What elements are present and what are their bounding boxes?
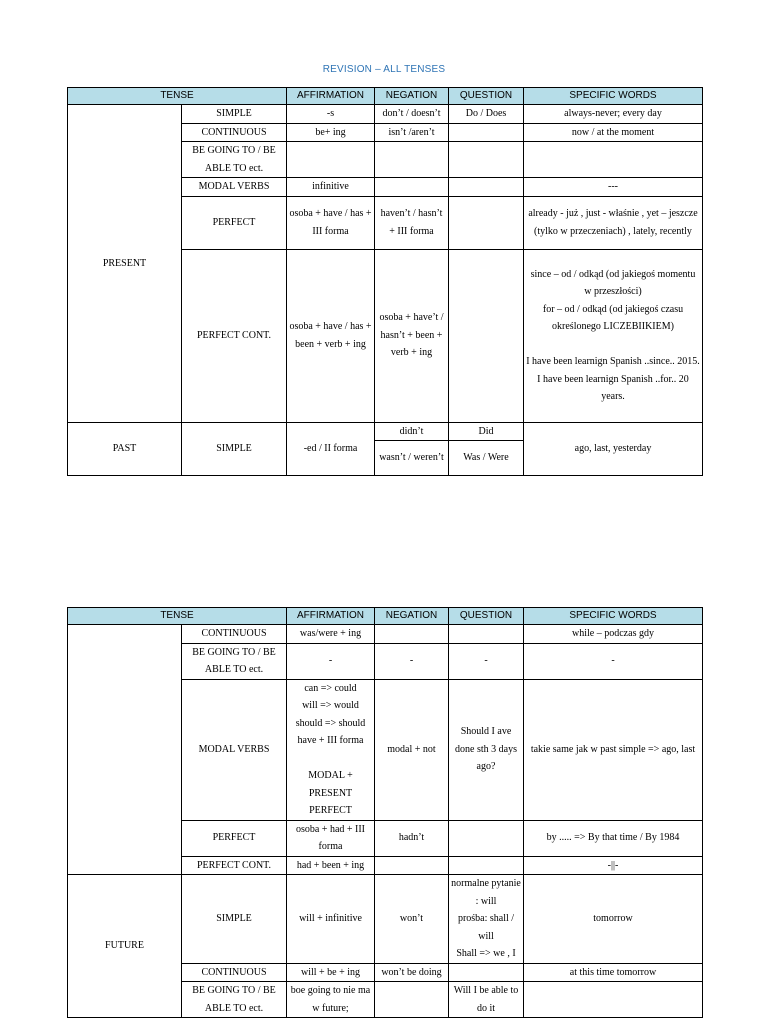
header-row: [68, 88, 703, 105]
affirmation-cell: -s: [287, 105, 375, 124]
specific-words-cell: now / at the moment: [524, 123, 703, 142]
question-cell: [449, 625, 524, 644]
header-specific-words: SPECIFIC WORDS: [524, 608, 703, 625]
specific-words-cell: tomorrow: [524, 875, 703, 964]
tenses-table-present-past: [67, 87, 703, 476]
affirmation-cell: was/were + ing: [287, 625, 375, 644]
question-line: Shall => we , I: [456, 948, 516, 959]
question-cell: [449, 178, 524, 197]
form-cell: SIMPLE: [182, 422, 287, 476]
form-cell: BE GOING TO / BE ABLE TO ect.: [182, 142, 287, 178]
negation-cell: [375, 982, 449, 1018]
form-cell: BE GOING TO / BE ABLE TO ect.: [182, 643, 287, 679]
affirmation-cell: boe going to nie ma w future;: [287, 982, 375, 1018]
negation-cell: wasn’t / weren’t: [375, 441, 449, 476]
table-row: [68, 625, 703, 644]
header-question: QUESTION: [449, 608, 524, 625]
table-row: [68, 422, 703, 441]
affirmation-cell: -ed / II forma: [287, 422, 375, 476]
header-tense: TENSE: [68, 88, 287, 105]
specific-words-cell: takie same jak w past simple => ago, last: [524, 679, 703, 820]
tense-label-past: PAST: [68, 422, 182, 476]
specific-words-cell: ago, last, yesterday: [524, 422, 703, 476]
negation-cell: [375, 142, 449, 178]
affirmation-cell: osoba + have / has + III forma: [287, 196, 375, 249]
form-cell: MODAL VERBS: [182, 178, 287, 197]
affirmation-cell: infinitive: [287, 178, 375, 197]
specific-words-cell: -: [524, 643, 703, 679]
specific-words-cell: always-never; every day: [524, 105, 703, 124]
specific-words-cell: by ..... => By that time / By 1984: [524, 820, 703, 856]
document-title: REVISION – ALL TENSES: [322, 64, 446, 75]
question-cell: [449, 963, 524, 982]
question-cell: -: [449, 643, 524, 679]
table-row: [68, 875, 703, 964]
specific-words-line: since – od / odkąd (od jakiegoś momentu w przeszłości): [530, 268, 696, 297]
form-cell: PERFECT CONT.: [182, 856, 287, 875]
header-question: QUESTION: [449, 88, 524, 105]
question-cell: Was / Were: [449, 441, 524, 476]
form-cell: SIMPLE: [182, 875, 287, 964]
negation-cell: isn’t /aren’t: [375, 123, 449, 142]
form-cell: MODAL VERBS: [182, 679, 287, 820]
table-row: [68, 105, 703, 124]
specific-words-cell: at this time tomorrow: [524, 963, 703, 982]
negation-cell: didn’t: [375, 422, 449, 441]
affirmation-line: should => should: [295, 717, 366, 729]
affirmation-line: will => would: [302, 700, 359, 711]
specific-words-cell: -||-: [524, 856, 703, 875]
negation-cell: modal + not: [375, 679, 449, 820]
affirmation-cell: had + been + ing: [287, 856, 375, 875]
negation-cell: won’t be doing: [375, 963, 449, 982]
question-cell: Should I ave done sth 3 days ago?: [449, 679, 524, 820]
question-cell: [449, 875, 524, 964]
negation-cell: [375, 856, 449, 875]
affirmation-cell: [287, 679, 375, 820]
negation-cell: [375, 625, 449, 644]
tense-label-future: FUTURE: [68, 875, 182, 1018]
header-row: [68, 608, 703, 625]
affirmation-cell: osoba + had + III forma: [287, 820, 375, 856]
specific-words-cell: [524, 982, 703, 1018]
affirmation-cell: will + be + ing: [287, 963, 375, 982]
affirmation-line: MODAL + PRESENT PERFECT: [308, 770, 353, 816]
specific-words-cell: [524, 249, 703, 422]
header-negation: NEGATION: [375, 608, 449, 625]
affirmation-line: can => could: [304, 682, 357, 694]
tense-label-present: PRESENT: [68, 105, 182, 423]
question-cell: [449, 123, 524, 142]
question-cell: [449, 142, 524, 178]
affirmation-cell: will + infinitive: [287, 875, 375, 964]
header-specific-words: SPECIFIC WORDS: [524, 88, 703, 105]
example-sentence: I have been learnign Spanish ..since.. 2015.: [526, 356, 700, 367]
form-cell: PERFECT CONT.: [182, 249, 287, 422]
form-cell: CONTINUOUS: [182, 123, 287, 142]
tense-label-empty: [68, 625, 182, 875]
tenses-table-past-future: [67, 607, 703, 1018]
form-cell: CONTINUOUS: [182, 625, 287, 644]
specific-words-cell: while – podczas gdy: [524, 625, 703, 644]
header-affirmation: AFFIRMATION: [287, 88, 375, 105]
specific-words-cell: already - już , just - właśnie , yet – jeszcze (tylko w przeczeniach) , lately, recently: [524, 196, 703, 249]
question-cell: Do / Does: [449, 105, 524, 124]
question-cell: Did: [449, 422, 524, 441]
negation-cell: -: [375, 643, 449, 679]
example-sentence: I have been learnign Spanish ..for.. 20 years.: [537, 373, 689, 402]
affirmation-cell: [287, 142, 375, 178]
negation-cell: won’t: [375, 875, 449, 964]
header-affirmation: AFFIRMATION: [287, 608, 375, 625]
question-cell: [449, 196, 524, 249]
header-tense: TENSE: [68, 608, 287, 625]
negation-cell: haven’t / hasn’t + III forma: [375, 196, 449, 249]
negation-cell: osoba + have’t / hasn’t + been + verb + ing: [375, 249, 449, 422]
header-negation: NEGATION: [375, 88, 449, 105]
form-cell: BE GOING TO / BE ABLE TO ect.: [182, 982, 287, 1018]
affirmation-cell: -: [287, 643, 375, 679]
question-cell: [449, 856, 524, 875]
specific-words-cell: [524, 142, 703, 178]
question-cell: [449, 820, 524, 856]
affirmation-cell: osoba + have / has + been + verb + ing: [287, 249, 375, 422]
question-cell: [449, 249, 524, 422]
affirmation-line: have + III forma: [297, 735, 364, 746]
question-line: prośba: shall / will: [457, 913, 515, 942]
negation-cell: [375, 178, 449, 197]
question-cell: Will I be able to do it: [449, 982, 524, 1018]
form-cell: PERFECT: [182, 820, 287, 856]
form-cell: SIMPLE: [182, 105, 287, 124]
form-cell: PERFECT: [182, 196, 287, 249]
specific-words-line: for – od / odkąd (od jakiegoś czasu określonego LICZEBIIKIEM): [542, 303, 684, 332]
question-line: normalne pytanie : will: [451, 878, 521, 907]
form-cell: CONTINUOUS: [182, 963, 287, 982]
specific-words-cell: ---: [524, 178, 703, 197]
negation-cell: hadn’t: [375, 820, 449, 856]
affirmation-cell: be+ ing: [287, 123, 375, 142]
negation-cell: don’t / doesn’t: [375, 105, 449, 124]
